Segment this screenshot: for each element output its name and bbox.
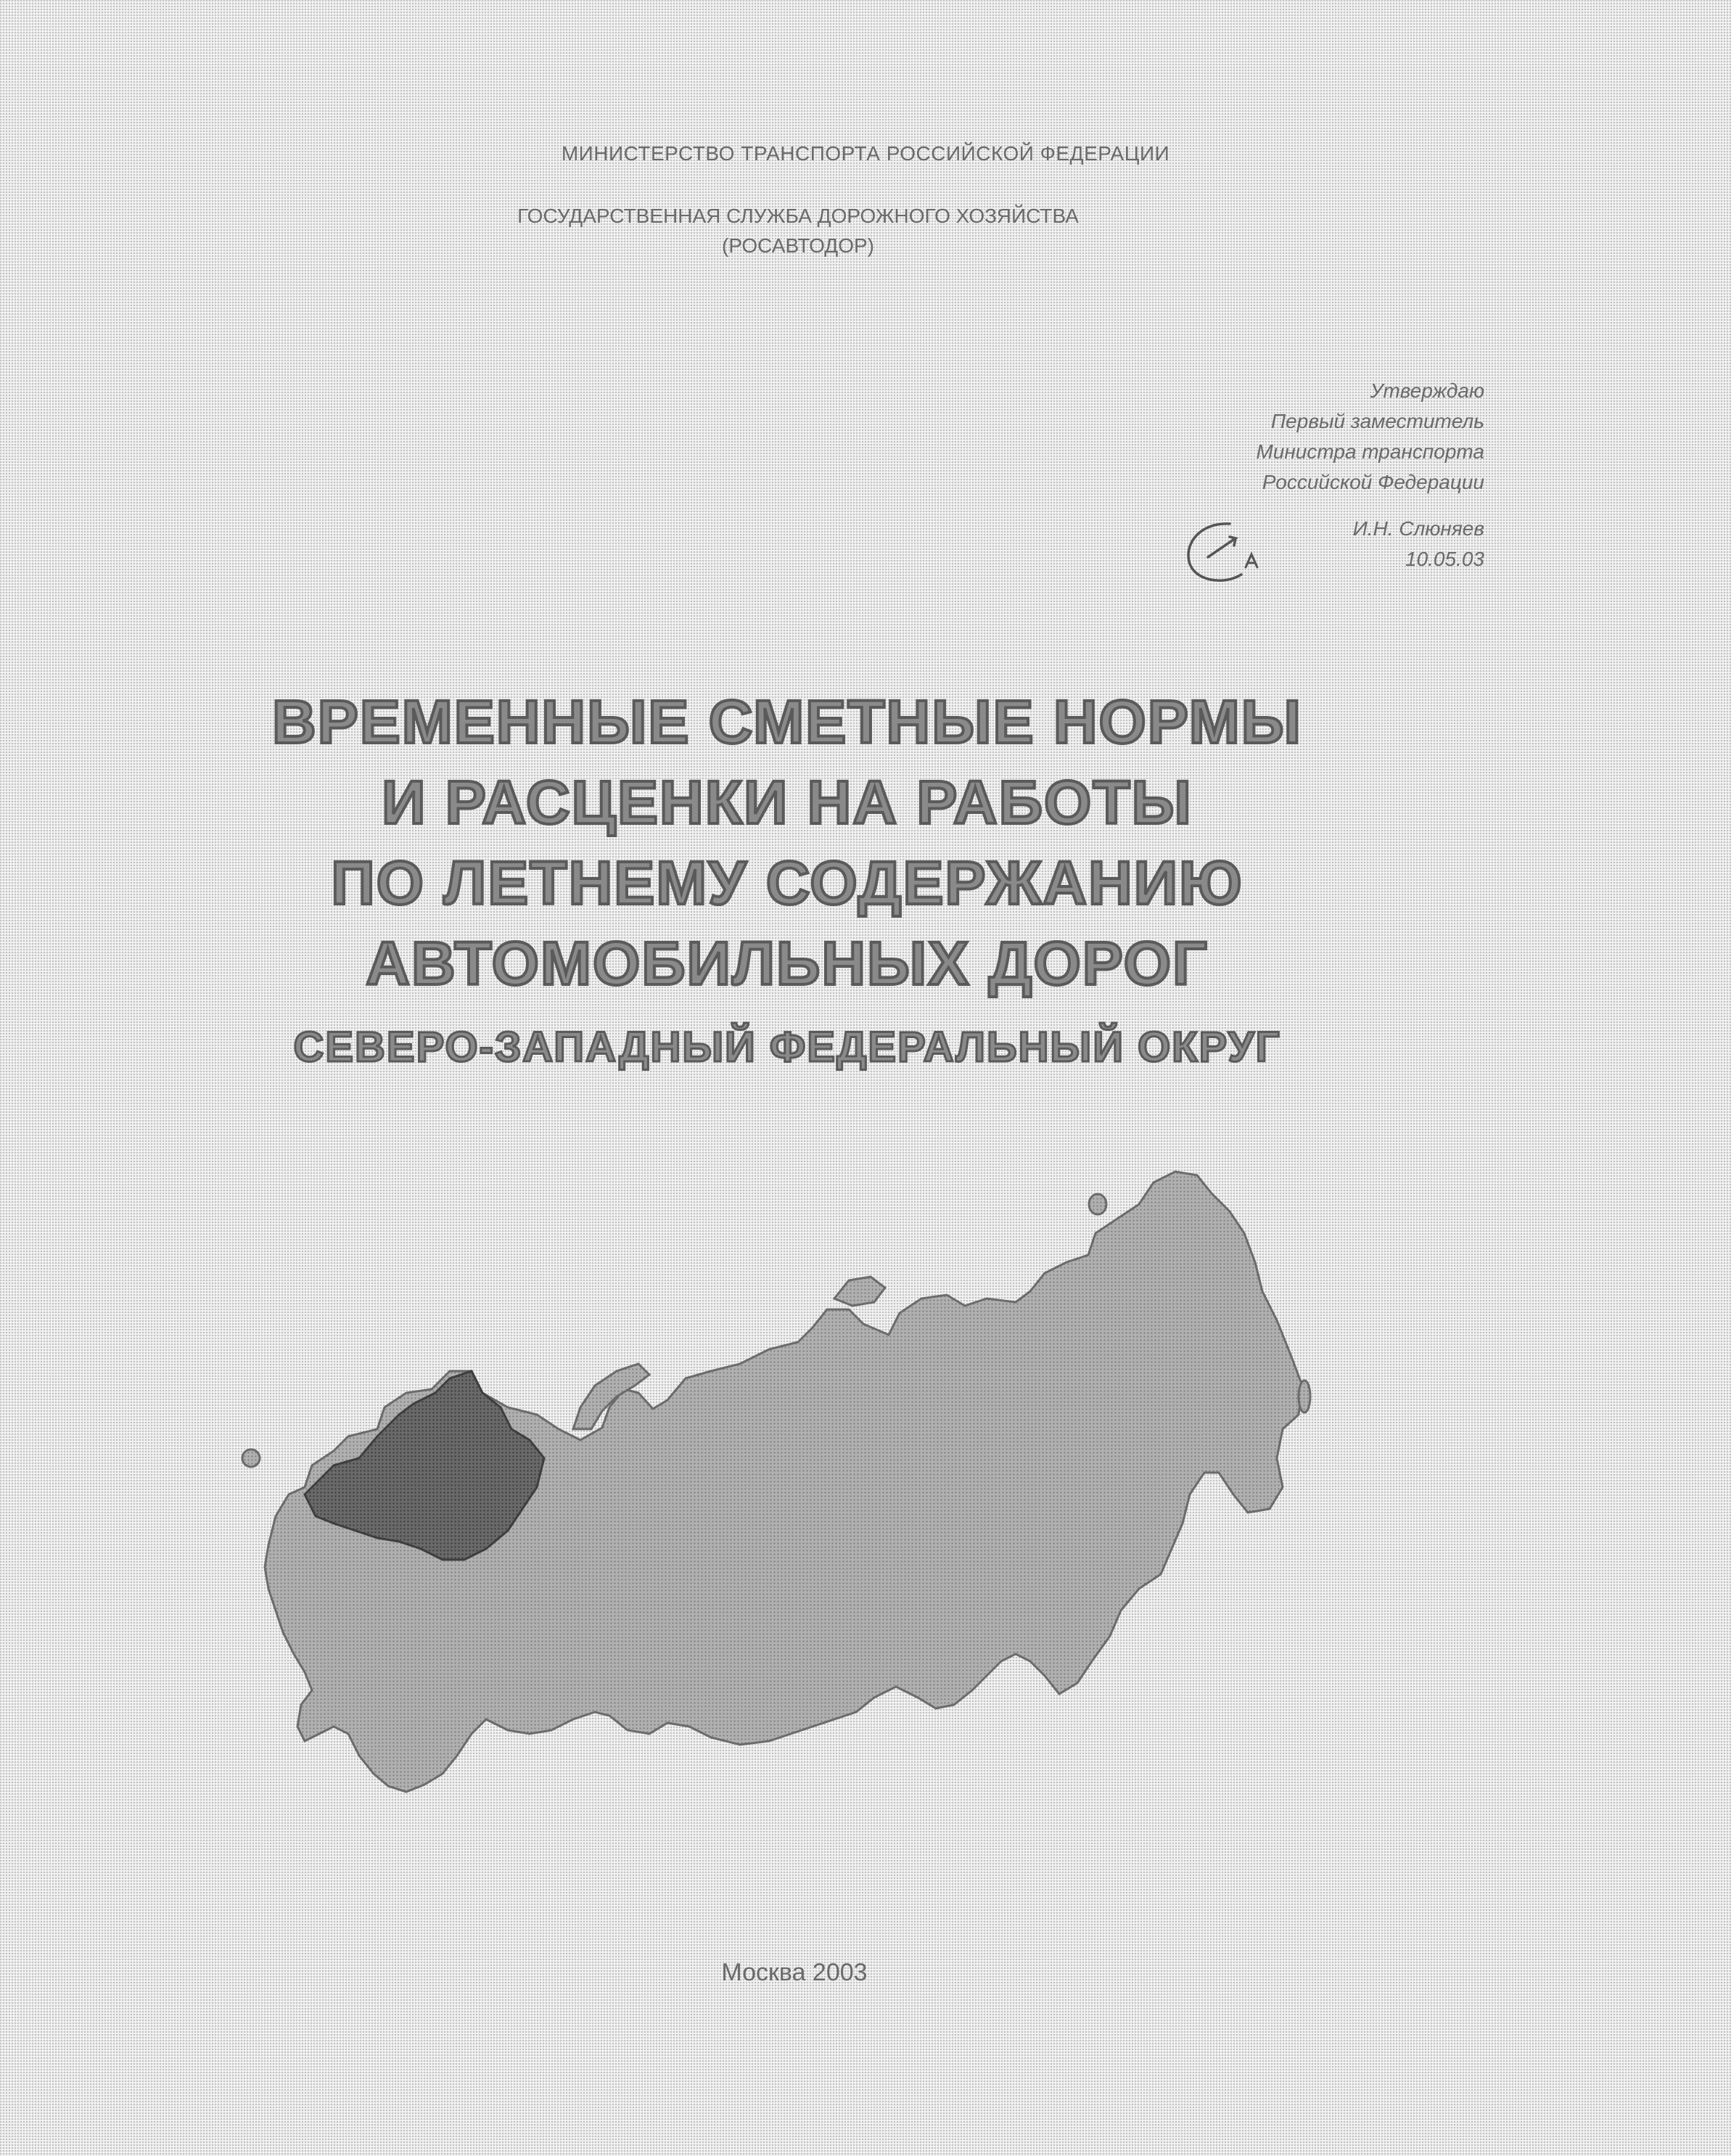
approval-line1: Утверждаю bbox=[1370, 379, 1484, 402]
ministry-name: МИНИСТЕРСТВО ТРАНСПОРТА РОССИЙСКОЙ ФЕДЕРАЦИИ bbox=[561, 142, 1170, 165]
document-subtitle: СЕВЕРО-ЗАПАДНЫЙ ФЕДЕРАЛЬНЫЙ ОКРУГ bbox=[293, 1024, 1281, 1071]
approval-line3: Министра транспорта bbox=[1256, 440, 1484, 463]
approval-date: 10.05.03 bbox=[1405, 548, 1484, 570]
severnaya-zemlya-island bbox=[834, 1277, 885, 1306]
signature-icon bbox=[1179, 514, 1288, 593]
approval-line2: Первый заместитель bbox=[1270, 410, 1484, 432]
document-title bbox=[0, 682, 1574, 1004]
title-line3: ПО ЛЕТНЕМУ СОДЕРЖАНИЮ bbox=[331, 849, 1243, 917]
title-line2: И РАСЦЕНКИ НА РАБОТЫ bbox=[382, 768, 1193, 836]
service-name-line1: ГОСУДАРСТВЕННАЯ СЛУЖБА ДОРОЖНОГО ХОЗЯЙСТВА bbox=[517, 205, 1079, 227]
russia-map-icon bbox=[232, 1153, 1364, 1850]
service-name-line2: (РОСАВТОДОР) bbox=[722, 234, 874, 257]
wrangel-island bbox=[1089, 1194, 1106, 1214]
kaliningrad-island bbox=[242, 1449, 260, 1467]
service-name bbox=[0, 202, 1596, 260]
title-line1: ВРЕМЕННЫЕ СМЕТНЫЕ НОРМЫ bbox=[272, 688, 1302, 756]
title-line4: АВТОМОБИЛЬНЫХ ДОРОГ bbox=[366, 929, 1209, 997]
approval-line4: Российской Федерации bbox=[1262, 471, 1484, 493]
approval-signer: И.Н. Слюняев bbox=[1352, 517, 1484, 540]
sakhalin-island bbox=[1299, 1381, 1310, 1412]
city-year: Москва 2003 bbox=[721, 1959, 868, 1986]
